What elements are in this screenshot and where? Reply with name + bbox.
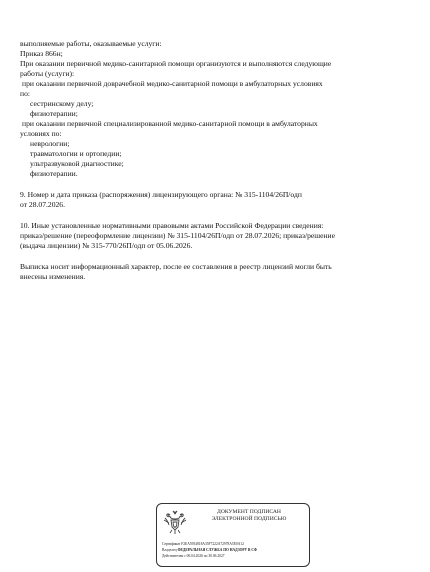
stamp-certificate-label: Сертификат [162,542,181,546]
text-line: выполняемые работы, оказываемые услуги: [20,39,162,48]
text-line: по: [20,89,30,98]
stamp-valid-label: Действителен [162,554,184,558]
stamp-certificate-value: F2EA5954818A35F7222A72978A5E0A12 [181,542,244,546]
text-line: приказ/решение (переоформление лицензии) № 315-1104/26П/одп от 28.07.2026; приказ/решение [20,231,335,240]
stamp-certificate [162,542,244,546]
text-line: Выписка носит информационный характер, после ее составления в реестр лицензий могли быть [20,262,332,271]
text-line: травматологии и ортопедии; [30,149,122,158]
text-line: физиотерапии; [30,109,78,118]
stamp-owner-label: Владелец [162,548,177,552]
stamp-valid-value: с 06.04.2026 по 30.06.2027 [184,554,225,558]
text-line: 9. Номер и дата приказа (распоряжения) лицензирующего органа: № 315-1104/26П/одп [20,190,302,199]
text-line: при оказании первичной специализированной медико-санитарной помощи в амбулаторных [22,119,318,128]
text-line: (выдача лицензии) № 315-770/26П/одп от 05.06.2026. [20,241,193,250]
double-headed-eagle-emblem-icon [161,508,189,536]
stamp-owner-value: ФЕДЕРАЛЬНАЯ СЛУЖБА ПО НАДЗОРУ В СФ [177,548,258,552]
text-line: ультразвуковой диагностике; [30,159,124,168]
text-line: при оказании первичной доврачебной медико-санитарной помощи в амбулаторных условиях [22,79,323,88]
text-line: 10. Иные установленные нормативными правовыми актами Российской Федерации сведения: [20,221,324,230]
text-line: внесены изменения. [20,272,86,281]
text-line: работы (услуги): [20,69,75,78]
text-line: сестринскому делу; [30,99,94,108]
text-line: от 28.07.2026. [20,200,65,209]
stamp-title-line1: ДОКУМЕНТ ПОДПИСАН [217,509,281,515]
stamp-title-line2: ЭЛЕКТРОННОЙ ПОДПИСЬЮ [211,516,287,522]
text-line: неврологии; [30,139,70,148]
text-line: При оказании первичной медико-санитарной помощи организуются и выполняются следующие [20,59,332,68]
stamp-validity [162,554,225,558]
text-line: физиотерапии. [30,169,78,178]
text-line: условиях по: [20,129,62,138]
stamp-owner [162,548,257,552]
text-line: Приказ 866н; [20,49,63,58]
electronic-signature-stamp [156,503,310,567]
